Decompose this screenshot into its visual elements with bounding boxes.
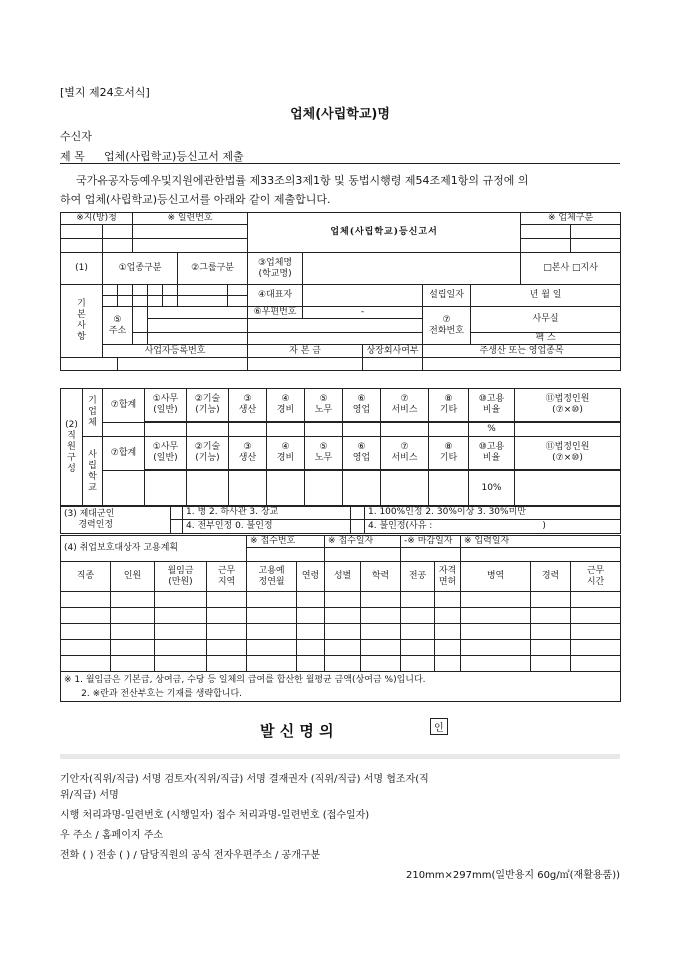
section-4-label: (4) 취업보호대상자 고용계획 [61,536,247,562]
section-2-label: (2) 직 원 구 성 [61,389,83,507]
section-1-label: 기 본 사 항 [61,285,103,358]
company-total-label: ⑦합계 [103,389,145,423]
founded-label: 설립일자 [423,285,471,307]
address-label: ⑤ 주소 [103,307,133,345]
business-type-cell: ※ 업체구분 [521,213,621,225]
section-1-number: (1) [61,253,103,285]
biz-reg-label: 사업자등록번호 [103,345,248,358]
body-line-1: 국가유공자등예우및지원에관한법률 제33조의3제1항 및 동법시행령 제54조제1항의 규정에 의 [76,174,529,187]
product-label: 주생산 또는 영업종목 [423,345,621,358]
body-line-2: 하여 업체(사립학교)등신고서를 아래와 같이 제출합니다. [60,193,331,206]
postal-label: ⑥우편번호 [248,307,303,319]
veteran-table [60,505,621,534]
section-3-label: (3) 제대군인 경력인정 [61,506,171,534]
basic-info-table [60,212,621,371]
capital-label: 자 본 금 [248,345,363,358]
footer-process-line: 시행 처리과명-일련번호 (시행일자) 접수 처리과명-일련번호 (접수일자) [60,810,370,821]
subject-text: 업체(사립학교)등신고서 제출 [104,150,244,163]
company-column-label: 기 업 체 [83,389,103,437]
subject-divider [60,163,620,164]
industry-label: ①업종구분 [103,253,178,285]
footer-approval-line: 기안자(직위/직급) 서명 검토자(직위/직급) 서명 결재권자 (직위/직급) 서명 협조자(직 [60,774,429,785]
seal-stamp: 인 [430,718,448,735]
veteran-rank-options: 1. 병 2. 하사관 3. 장교 [183,506,351,520]
ceo-label: ④대표자 [248,285,303,307]
founded-date-format: 년 월 일 [471,285,621,307]
group-label: ②그룹구분 [178,253,248,285]
plan-header-row: 직종 인원 월임금 (만원) 근무 지역 고용예 정연월 연령 성별 학력 전공 자격 면허 병역 경력 근무 시간 [61,562,621,592]
employment-plan-table [60,535,621,702]
veteran-rejection-reason: 4. 불인정(사유 : ) [365,520,621,534]
phone-label: ⑦ 전화번호 [423,307,471,345]
school-column-label: 사 립 학 교 [83,437,103,507]
veteran-recognition-options: 4. 전부인정 0. 불인정 [183,520,351,534]
serial-no-cell: ※ 일련번호 [133,213,248,225]
sender-name: 발 신 명 의 [260,722,334,740]
form-notes: ※ 1. 월임금은 기본급, 상여금, 수당 등 일체의 급여를 합산한 월평균 금액(상여금 %)입니다. 2. ※란과 전산부호는 기재를 생략합니다. [61,672,621,702]
postal-dash: - [303,307,423,319]
recipient-label: 수신자 [60,130,92,143]
form-reference: [별지 제24호서식] [60,86,150,99]
input-date-label: ※ 입력일자 [461,536,621,548]
listed-label: 상장회사여부 [363,345,423,358]
school-rate-value: 10% [469,471,515,507]
receipt-date-label: ※ 접수일자 [325,536,401,548]
footer-contact-line: 전화 ( ) 전송 ( ) / 담당직원의 공식 전자우편주소 / 공개구분 [60,850,321,861]
hq-branch-checkboxes[interactable]: □본사 □지사 [521,253,621,285]
document-title: 업체(사립학교)명 [290,107,390,122]
footer-address-line: 우 주소 / 홈페이지 주소 [60,830,164,841]
subject-label: 제 목 [60,150,85,163]
fax-label: 팩 스 [471,333,621,345]
company-rate-percent: % [469,423,515,437]
company-name-label: ③업체명 (학교명) [248,253,303,285]
staff-composition-table: (2) 직 원 구 성 기 업 체 ⑦합계 ①사무 (일반) ②기술 (기능) ③ 생산 ④ 경비 ⑤ 노무 ⑥ 영업 ⑦ 서비스 ⑧ 기타 ⑩고용 비율 ⑪법정인원 (⑦×⑩) % 사 립 학 교 ⑦합계 ①사무 (일반) ②기술 (기능) ③ 생산 ④ 경비 ⑤ 노무 ⑥ 영업 ⑦ 서비스 ⑧ 기타 ⑩고용 비율 ⑪법정인원 (⑦×⑩) 10% [60,388,621,507]
office-phone-label: 사무실 [471,307,621,333]
school-total-label: ⑦합계 [103,437,145,471]
footer-approval-line-2: 위/직급) 서명 [60,790,119,801]
sender-divider [60,754,620,759]
veteran-ratio-options: 1. 100%인정 2. 30%이상 3. 30%미만 [365,506,621,520]
receipt-no-label: ※ 접수번호 [247,536,325,548]
paper-size-note: 210mm×297mm(일반용지 60g/㎡(재활용품)) [405,870,620,881]
deadline-label: -※ 마감일자 [401,536,461,548]
region-office-cell: ※지(방)청 [61,213,133,225]
form-title: 업체(사립학교)등신고서 [248,213,521,253]
